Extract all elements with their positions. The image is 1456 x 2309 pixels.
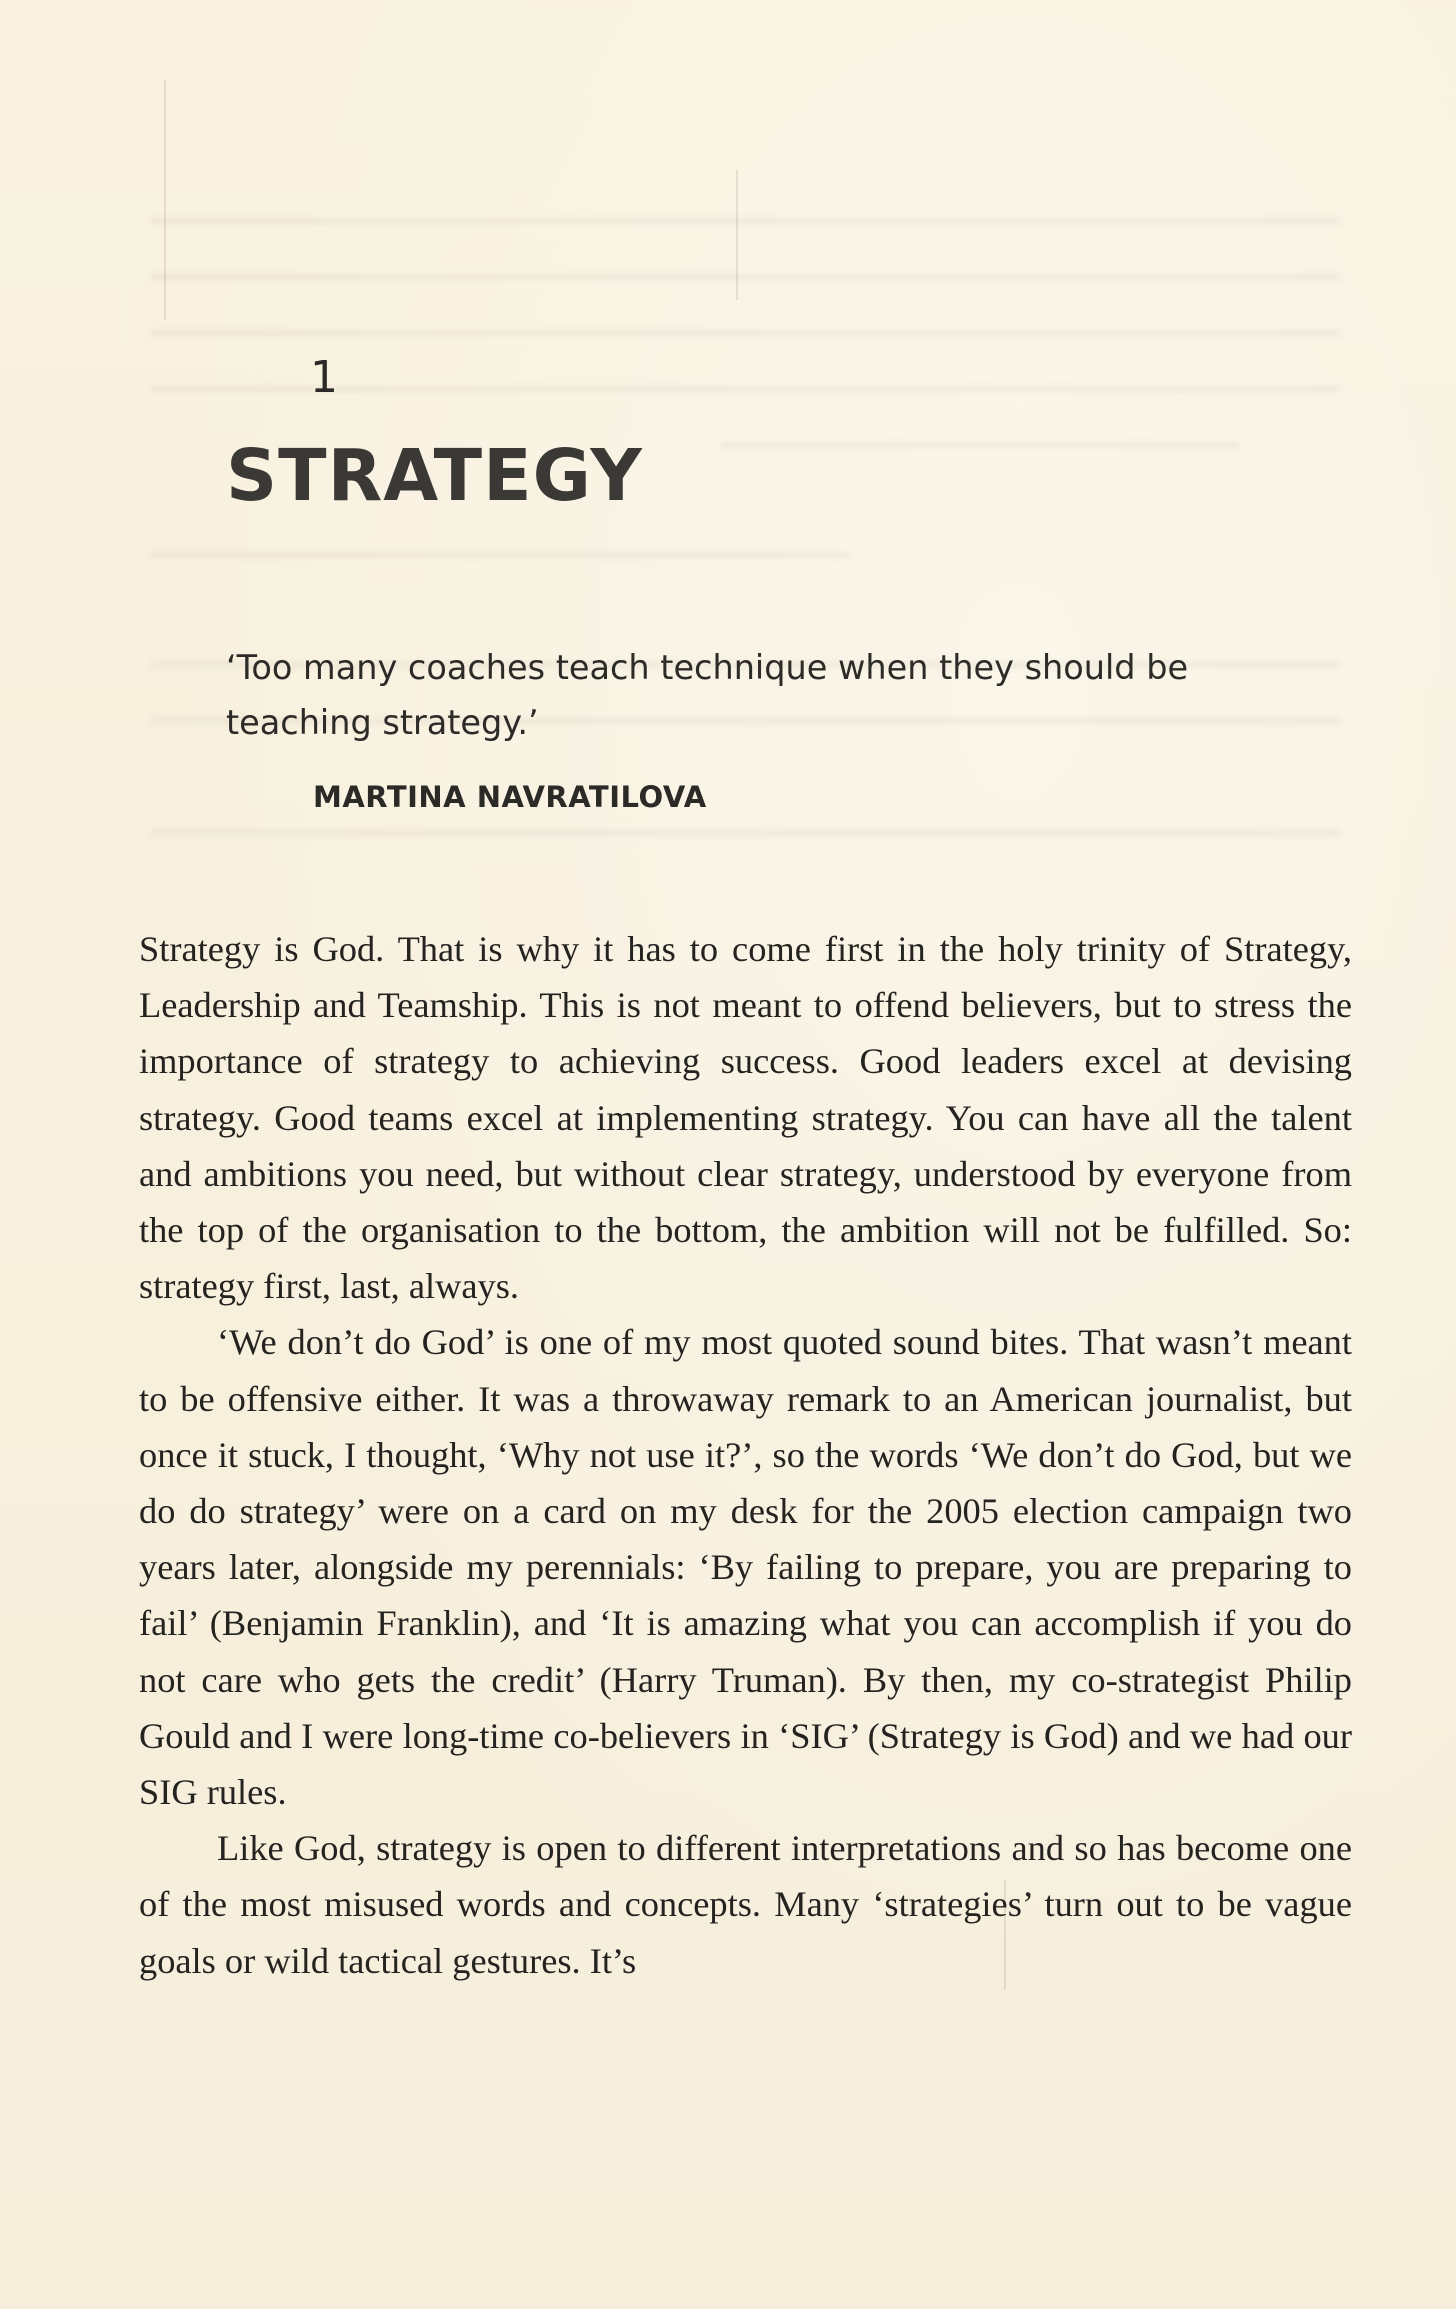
body-paragraph: ‘We don’t do God’ is one of my most quoted sound bites. That wasn’t meant to be offensive either. It was a throwaway remark to an American journalist, but once it stuck, I thought, ‘Why not use it?’, so the words ‘We don’t do God, but we do do strategy’ were on a card on my desk for the 2005 election campaign two years later, alongside my perennials: ‘By failing to prepare, you are preparing to fail’ (Benjamin Franklin), and ‘It is amazing what you can accomplish if you do not care who gets the credit’ (Harry Truman). By then, my co-strategist Philip Gould and I were long-time co-believers in ‘SIG’ (Strategy is God) and we had our SIG rules.: [139, 1322, 1352, 1813]
show-through-line: [150, 218, 1340, 224]
page-crease: [736, 170, 738, 300]
show-through-line: [150, 552, 850, 558]
show-through-line: [150, 830, 1340, 836]
chapter-number: 1: [310, 352, 338, 403]
chapter-title: STRATEGY: [226, 434, 643, 517]
epigraph-author: MARTINA NAVRATILOVA: [313, 780, 707, 814]
show-through-line: [150, 330, 1340, 336]
body-paragraph: Strategy is God. That is why it has to come first in the holy trinity of Strategy, Leadership and Teamship. This is not meant to offend believers, but to stress the importance of strategy to achieving success. Good leaders excel at devising strategy. Good teams excel at implementing strategy. You can have all the talent and ambitions you need, but without clear strategy, understood by everyone from the top of the organisation to the bottom, the ambition will not be fulfilled. So: strategy first, last, always.: [139, 929, 1352, 1307]
body-paragraph: Like God, strategy is open to different interpretations and so has become one of the most misused words and concepts. Many ‘strategies’ turn out to be vague goals or wild tactical gestures. It’s: [139, 1828, 1352, 1981]
show-through-line: [720, 442, 1240, 448]
body-text: [139, 921, 1352, 1989]
page-crease: [164, 80, 166, 320]
show-through-line: [150, 274, 1340, 280]
epigraph-quote: ‘Too many coaches teach technique when they should be teaching strategy.’: [226, 648, 1189, 742]
